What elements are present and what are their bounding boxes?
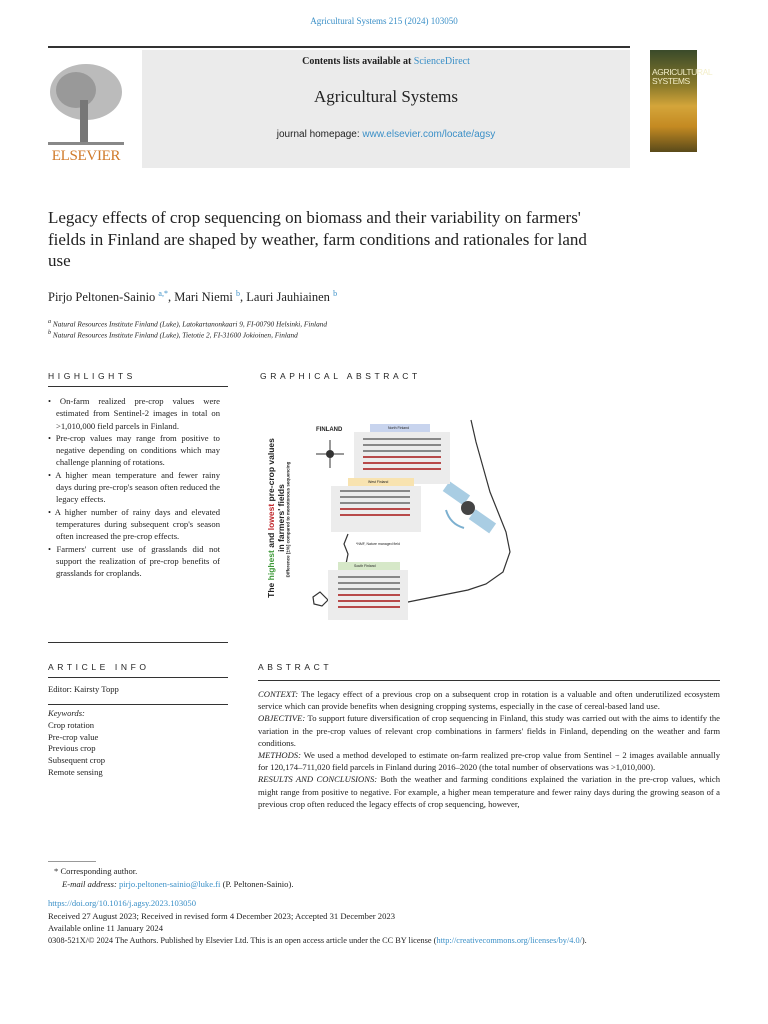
finland-map	[258, 412, 588, 632]
region-label: South Finland	[354, 564, 376, 568]
editor: Editor: Kairsty Topp	[48, 684, 119, 694]
nmf-note: *NMF, Nature managed field	[356, 542, 400, 546]
keyword: Remote sensing	[48, 766, 103, 777]
author-affiliation[interactable]: a,*	[158, 289, 168, 298]
highlight-item: • Pre-crop values may range from positive to negative depending on conditions which may challenge planning of rotations.	[48, 432, 220, 469]
divider	[48, 677, 228, 678]
divider	[48, 704, 228, 705]
contents-text: Contents lists available at	[302, 56, 414, 67]
doi-link[interactable]: https://doi.org/10.1016/j.agsy.2023.103050	[48, 898, 197, 908]
satellite-icon	[443, 481, 496, 533]
abstract-results: RESULTS AND CONCLUSIONS: Both the weather and farming conditions explained the variation in the pre-crop values, which might range from positive to negative. For example, a higher mean temperature and fewer rainy days during the growing season of a previous crop often reduced the legacy effects of crop sequencing, however,	[258, 774, 720, 809]
elsevier-logo	[46, 60, 126, 170]
journal-cover: AGRICULTURAL SYSTEMS	[650, 50, 697, 152]
graphical-abstract-heading: GRAPHICAL ABSTRACT	[260, 371, 421, 381]
highlight-item: • On-farm realized pre-crop values were estimated from Sentinel-2 images in total on >1,010,000 field parcels in Finland.	[48, 395, 220, 432]
divider	[48, 642, 228, 643]
corresponding-author: * Corresponding author.	[54, 866, 138, 876]
journal-header	[142, 50, 630, 168]
divider	[258, 680, 720, 681]
author-affiliation[interactable]: b	[333, 289, 338, 298]
affiliation: $^a$ Natural Resources Institute Finland (Luke), Latokartanonkaari 9, FI-00790 Helsinki, Finland	[48, 319, 328, 329]
highlights-heading: HIGHLIGHTS	[48, 371, 136, 381]
author-list: Pirjo Peltonen-Sainio $^{a,*}$, Mari Niemi $^b$, Lauri Jauhiainen $^b$	[48, 289, 338, 305]
graphical-abstract-title: The highest and lowest pre-crop values in farmers' fields	[266, 438, 286, 598]
compass-icon	[316, 440, 344, 468]
header-rule	[48, 46, 630, 48]
keywords-label: Keywords:	[48, 708, 85, 718]
article-info-heading: ARTICLE INFO	[48, 662, 150, 672]
available-online: Available online 11 January 2024	[48, 923, 164, 933]
keyword: Subsequent crop	[48, 755, 106, 766]
license-link[interactable]: http://creativecommons.org/licenses/by/4.0/	[436, 936, 582, 945]
highlight-item: • A higher number of rainy days and elevated temperatures during subsequent crop's season often increased the pre-crop effects.	[48, 506, 220, 543]
keyword: Previous crop	[48, 743, 96, 754]
received-dates: Received 27 August 2023; Received in revised form 4 December 2023; Accepted 31 December 2023	[48, 911, 395, 921]
journal-reference[interactable]: Agricultural Systems 215 (2024) 103050	[310, 16, 458, 26]
publisher-name: ELSEVIER	[51, 148, 121, 164]
region-label: North Finland	[388, 426, 410, 430]
abstract-context: CONTEXT: The legacy effect of a previous crop on a subsequent crop in rotation is a valuable and often underutilized ecosystem service which can provide benefits when designing cropping systems, especially in the case of cereal-based land use.	[258, 689, 720, 712]
abstract-body	[258, 688, 720, 810]
region-label: West Finland	[368, 480, 389, 484]
map-label: FINLAND	[316, 427, 343, 433]
divider	[48, 386, 228, 387]
email-link[interactable]: pirjo.peltonen-sainio@luke.fi	[118, 879, 221, 889]
author: Pirjo Peltonen-Sainio	[48, 290, 156, 305]
highlight-item: • Farmers' current use of grasslands did not support the realization of pre-crop benefits of grasslands for croplands.	[48, 543, 220, 580]
author-affiliation[interactable]: b	[236, 289, 241, 298]
affiliation: $^b$ Natural Resources Institute Finland (Luke), Tietotie 2, FI-31600 Jokioinen, Finland	[48, 330, 298, 340]
abstract-heading: ABSTRACT	[258, 662, 333, 672]
graphical-abstract	[258, 412, 588, 632]
highlight-item: • A higher mean temperature and fewer rainy days during pre-crop's season often reduced the legacy effects.	[48, 469, 220, 506]
keyword: Crop rotation	[48, 719, 95, 730]
journal-name: Agricultural Systems	[313, 87, 458, 106]
abstract-methods: METHODS: We used a method developed to estimate on-farm realized pre-crop value from Sentinel − 2 images available annually for 120,174–711,020 field parcels in Finland during 2016–2020 (the total number of observations was >1,010,000).	[258, 750, 720, 773]
article-title: Legacy effects of crop sequencing on biomass and their variability on farmers' fields in Finland are shaped by weather, farm conditions and rationales for land use	[48, 208, 587, 270]
author: Lauri Jauhiainen	[246, 290, 330, 305]
footnote-rule	[48, 861, 96, 862]
homepage-label: journal homepage:	[276, 129, 363, 140]
copyright-line: 0308-521X/© 2024 The Authors. Published by Elsevier Ltd. This is an open access article under the CC BY license (http://creativecommons.org/licenses/by/4.0/).	[48, 936, 587, 945]
email-line: E-mail address: pirjo.peltonen-sainio@luke.fi (P. Peltonen-Sainio).	[62, 879, 294, 889]
homepage-link[interactable]: www.elsevier.com/locate/agsy	[362, 129, 496, 140]
highlights-list	[48, 395, 220, 579]
graphical-abstract-subtitle: Difference [±%] compared to monotonous sequencing	[285, 461, 291, 578]
keywords	[48, 708, 105, 779]
sciencedirect-link[interactable]: ScienceDirect	[413, 56, 470, 67]
abstract-objective: OBJECTIVE: To support future diversification of crop sequencing in Finland, this study was carried out with the aims to identify the variation in the pre-crop values of relevant crop combinations in farmers' fields in Finland, depending on the weather and farm conditions.	[258, 713, 720, 748]
author: Mari Niemi	[174, 290, 233, 305]
keyword: Pre-crop value	[48, 731, 99, 742]
